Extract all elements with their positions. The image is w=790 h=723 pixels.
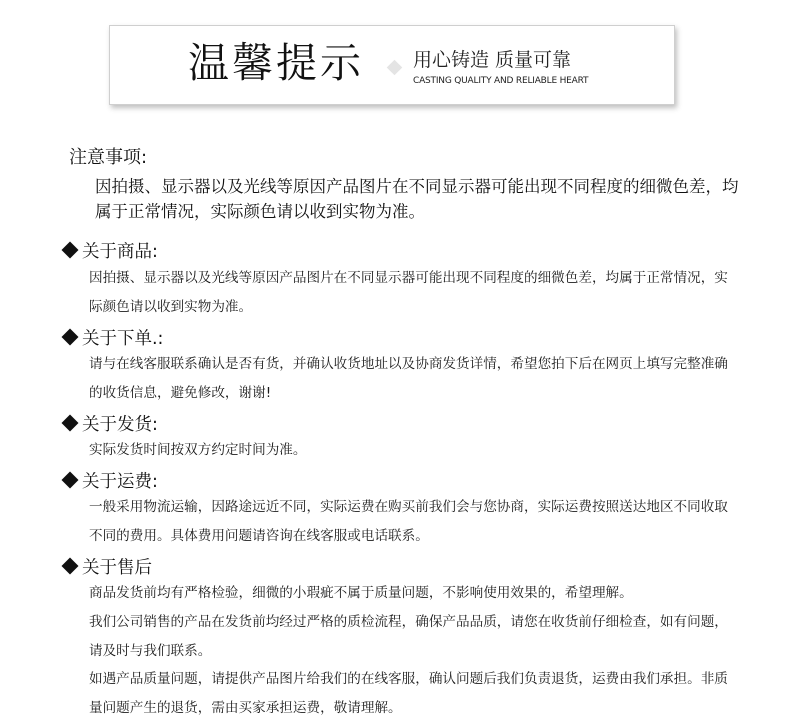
diamond-bullet-icon [62,415,79,432]
section-heading-product [60,240,158,264]
section-heading-shipping [60,413,158,437]
section-title: 关于运费: [82,472,158,492]
banner [109,25,675,105]
section-title: 关于下单.: [82,329,164,349]
diamond-bullet-icon [62,558,79,575]
section-title: 关于商品: [82,242,158,262]
diamond-bullet-icon [62,242,79,259]
section-title: 关于售后 [82,558,152,578]
diamond-bullet-icon [62,329,79,346]
section-paragraph: 商品发货前均有严格检验，细微的小瑕疵不属于质量问题，不影响使用效果的，希望理解。 [89,585,633,601]
section-paragraph: 我们公司销售的产品在发货前均经过严格的质检流程，确保产品品质，请您在收货前仔细检查，如有问题，请及时与我们联系。 [89,614,728,659]
section-paragraph: 一般采用物流运输，因路途远近不同，实际运费在购买前我们会与您协商，实际运费按照送达地区不同收取不同的费用。具体费用问题请咨询在线客服或电话联系。 [89,499,728,544]
section-title: 关于发货: [82,415,158,435]
diamond-icon [387,60,403,76]
section-paragraph: 如遇产品质量问题，请提供产品图片给我们的在线客服，确认问题后我们负责退货，运费由我们承担。非质量问题产生的退货，需由买家承担运费，敬请理解。 [89,671,728,716]
section-paragraph: 因拍摄、显示器以及光线等原因产品图片在不同显示器可能出现不同程度的细微色差，均属于正常情况，实际颜色请以收到实物为准。 [89,270,728,315]
section-heading-aftersales [60,556,152,580]
banner-title: 温馨提示 [188,39,364,87]
section-paragraph: 实际发货时间按双方约定时间为准。 [89,442,307,458]
section-heading-freight [60,470,158,494]
section-heading-order [60,327,163,351]
banner-slogan-english: CASTING QUALITY AND RELIABLE HEART [413,76,589,86]
banner-slogan: 用心铸造 质量可靠 [413,49,572,71]
notice-heading: 注意事项: [69,147,148,168]
section-paragraph: 请与在线客服联系确认是否有货，并确认收货地址以及协商发货详情，希望您拍下后在网页上填写完整准确的收货信息，避免修改，谢谢! [89,356,728,401]
notice-body: 因拍摄、显示器以及光线等原因产品图片在不同显示器可能出现不同程度的细微色差，均属于正常情况，实际颜色请以收到实物为准。 [95,177,739,221]
diamond-bullet-icon [62,472,79,489]
